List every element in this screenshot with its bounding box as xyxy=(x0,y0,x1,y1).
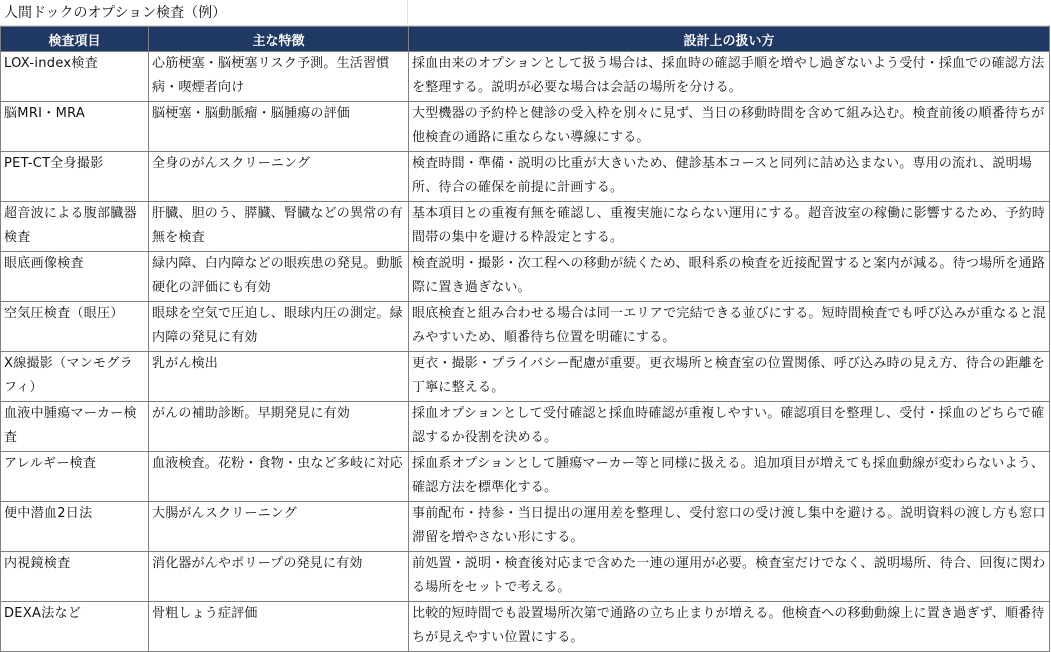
cell-text: 眼底検査と組み合わせる場合は同一エリアで完結できる並びにする。短時間検査でも呼び込みが重なると混みやすいため、順番待ち位置を明確にする。 xyxy=(412,306,1046,345)
cell-text: DEXA法など xyxy=(4,606,82,621)
cell-text: 便中潜血2日法 xyxy=(4,506,93,521)
cell-text: アレルギー検査 xyxy=(4,456,97,471)
cell-main-feature[interactable] xyxy=(149,52,409,102)
cell-design-handling[interactable] xyxy=(409,552,1050,602)
cell-text: 採血系オプションとして腫瘍マーカー等と同様に扱える。追加項目が増えても採血動線が変わらないよう、確認方法を標準化する。 xyxy=(412,456,1045,495)
header-cell-design-handling[interactable]: 設計上の扱い方 xyxy=(409,27,1050,52)
cell-exam-item[interactable] xyxy=(1,102,149,152)
table-row xyxy=(1,152,1050,202)
cell-design-handling[interactable] xyxy=(409,452,1050,502)
header-cell-main-features[interactable]: 主な特徴 xyxy=(149,27,409,52)
cell-text: 検査時間・準備・説明の比重が大きいため、健診基本コースと同列に詰め込まない。専用の流れ、説明場所、待合の確保を前提に計画する。 xyxy=(412,156,1033,195)
cell-text: 基本項目との重複有無を確認し、重複実施にならない運用にする。超音波室の稼働に影響するため、予約時間帯の集中を避ける枠設定とする。 xyxy=(412,206,1046,245)
cell-exam-item[interactable] xyxy=(1,202,149,252)
table-row xyxy=(1,102,1050,152)
cell-text: 検査説明・撮影・次工程への移動が続くため、眼科系の検査を近接配置すると案内が減る。待つ場所を通路際に置き過ぎない。 xyxy=(412,256,1046,295)
cell-main-feature[interactable] xyxy=(149,452,409,502)
cell-exam-item[interactable] xyxy=(1,402,149,452)
table-row xyxy=(1,402,1050,452)
cell-text: LOX-index検査 xyxy=(4,56,98,71)
header-row xyxy=(1,27,1050,52)
title-row-column-separator xyxy=(407,0,408,25)
cell-text: 消化器がんやポリープの発見に有効 xyxy=(152,556,363,571)
cell-text: 大腸がんスクリーニング xyxy=(152,506,297,521)
cell-text: 事前配布・持参・当日提出の運用差を整理し、受付窓口の受け渡し集中を避ける。説明資料の渡し方も窓口滞留を増やさない形にする。 xyxy=(412,506,1046,545)
cell-main-feature[interactable] xyxy=(149,552,409,602)
cell-text: 比較的短時間でも設置場所次第で通路の立ち止まりが増える。他検査への移動動線上に置き過ぎず、順番待ちが見えやすい位置にする。 xyxy=(412,606,1045,645)
cell-main-feature[interactable] xyxy=(149,402,409,452)
cell-text: 前処置・説明・検査後対応まで含めた一連の運用が必要。検査室だけでなく、説明場所、待合、回復に関わる場所をセットで考える。 xyxy=(412,556,1046,595)
cell-text: 血液検査。花粉・食物・虫など多岐に対応 xyxy=(152,456,403,471)
table-row xyxy=(1,252,1050,302)
cell-text: 超音波による腹部臓器検査 xyxy=(4,206,138,245)
cell-text: 採血由来のオプションとして扱う場合は、採血時の確認手順を増やし過ぎないよう受付・採血での確認方法を整理する。説明が必要な場合は会話の場所を分ける。 xyxy=(412,56,1045,95)
cell-design-handling[interactable] xyxy=(409,302,1050,352)
cell-text: 脳梗塞・脳動脈瘤・脳腫瘍の評価 xyxy=(152,106,351,121)
cell-exam-item[interactable] xyxy=(1,252,149,302)
cell-design-handling[interactable] xyxy=(409,102,1050,152)
table-row xyxy=(1,352,1050,402)
cell-text: 全身のがんスクリーニング xyxy=(152,156,311,171)
cell-main-feature[interactable] xyxy=(149,152,409,202)
cell-text: 大型機器の予約枠と健診の受入枠を別々に見ず、当日の移動時間を含めて組み込む。検査前後の順番待ちが他検査の通路に重ならない導線にする。 xyxy=(412,106,1045,145)
sheet-title: 人間ドックのオプション検査（例） xyxy=(4,5,227,21)
cell-exam-item[interactable] xyxy=(1,352,149,402)
cell-main-feature[interactable] xyxy=(149,252,409,302)
cell-exam-item[interactable] xyxy=(1,302,149,352)
cell-main-feature[interactable] xyxy=(149,102,409,152)
cell-design-handling[interactable] xyxy=(409,352,1050,402)
cell-text: X線撮影（マンモグラフィ） xyxy=(4,356,133,395)
cell-text: 骨粗しょう症評価 xyxy=(152,606,258,621)
table-row xyxy=(1,602,1050,652)
cell-design-handling[interactable] xyxy=(409,502,1050,552)
table-row xyxy=(1,202,1050,252)
table-row xyxy=(1,302,1050,352)
cell-text: 血液中腫瘍マーカー検査 xyxy=(4,406,137,445)
cell-text: 脳MRI・MRA xyxy=(4,106,86,121)
table-row xyxy=(1,52,1050,102)
cell-exam-item[interactable] xyxy=(1,152,149,202)
cell-text: 乳がん検出 xyxy=(152,356,219,371)
cell-text: がんの補助診断。早期発見に有効 xyxy=(152,406,351,421)
cell-design-handling[interactable] xyxy=(409,402,1050,452)
table-row xyxy=(1,552,1050,602)
cell-text: 空気圧検査（眼圧） xyxy=(4,306,124,321)
cell-main-feature[interactable] xyxy=(149,602,409,652)
cell-text: 緑内障、白内障などの眼疾患の発見。動脈硬化の評価にも有効 xyxy=(152,256,403,295)
table-row xyxy=(1,502,1050,552)
cell-main-feature[interactable] xyxy=(149,502,409,552)
cell-main-feature[interactable] xyxy=(149,352,409,402)
cell-exam-item[interactable] xyxy=(1,502,149,552)
cell-text: 肝臓、胆のう、膵臓、腎臓などの異常の有無を検査 xyxy=(152,206,403,245)
cell-main-feature[interactable] xyxy=(149,202,409,252)
cell-exam-item[interactable] xyxy=(1,552,149,602)
table-row xyxy=(1,452,1050,502)
cell-exam-item[interactable] xyxy=(1,602,149,652)
option-exam-table xyxy=(0,26,1050,652)
cell-text: 心筋梗塞・脳梗塞リスク予測。生活習慣病・喫煙者向け xyxy=(152,56,390,95)
cell-main-feature[interactable] xyxy=(149,302,409,352)
cell-text: 更衣・撮影・プライバシー配慮が重要。更衣場所と検査室の位置関係、呼び込み時の見え方、待合の距離を丁寧に整える。 xyxy=(412,356,1045,395)
header-cell-exam-item[interactable]: 検査項目 xyxy=(1,27,149,52)
cell-text: PET-CT全身撮影 xyxy=(4,156,104,171)
cell-design-handling[interactable] xyxy=(409,152,1050,202)
cell-exam-item[interactable] xyxy=(1,52,149,102)
cell-text: 内視鏡検査 xyxy=(4,556,71,571)
cell-design-handling[interactable] xyxy=(409,52,1050,102)
cell-design-handling[interactable] xyxy=(409,602,1050,652)
cell-text: 採血オプションとして受付確認と採血時確認が重複しやすい。確認項目を整理し、受付・採血のどちらで確認するか役割を決める。 xyxy=(412,406,1045,445)
cell-text: 眼底画像検査 xyxy=(4,256,84,271)
cell-text: 眼球を空気で圧迫し、眼球内圧の測定。緑内障の発見に有効 xyxy=(152,306,403,345)
cell-exam-item[interactable] xyxy=(1,452,149,502)
cell-design-handling[interactable] xyxy=(409,252,1050,302)
cell-design-handling[interactable] xyxy=(409,202,1050,252)
